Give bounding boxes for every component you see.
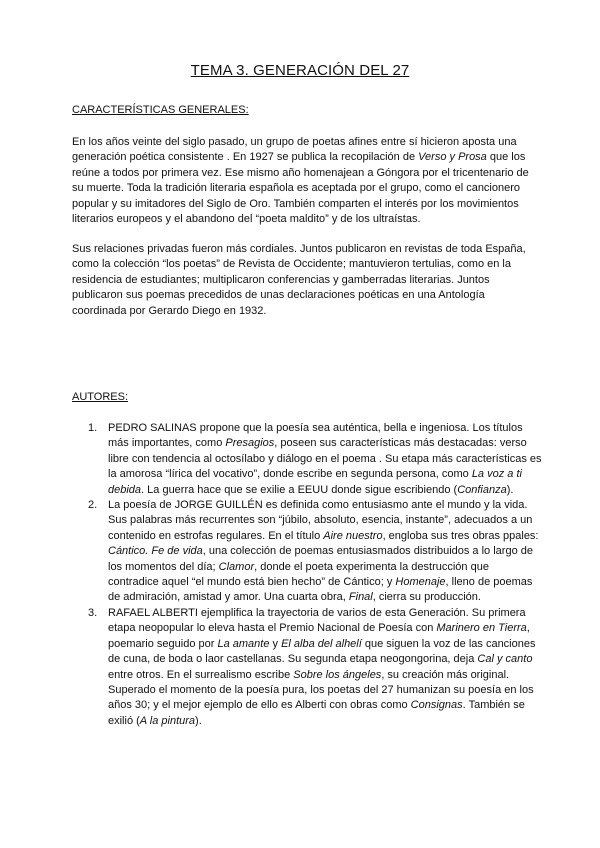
section-heading-general: CARACTERÍSTICAS GENERALES: <box>72 104 249 116</box>
list-item-salinas: 1. PEDRO SALINAS propone que la poesía sea auténtica, bella e ingeniosa. Los títulos más importantes, como Presagios, poseen sus características más destacadas: verso libre con tendencia al octosílabo y diálogo en el poema . Su etapa más características es la amorosa “lírica del vocativo”, donde escribe en segunda persona, como La voz a ti debida. La guerra hace que se exilie a EEUU donde sigue escribiendo (Confianza). <box>88 422 542 496</box>
list-item-alberti: 3. RAFAEL ALBERTI ejemplifica la trayectoria de varios de esta Generación. Su primera etapa neopopular lo eleva hasta el Premio Nacional de Poesía con Marinero en Tierra, poemario seguido por La amante y El alba del alhelí que siguen la voz de las canciones de cuna, de boda o laor castellanas. Su segunda etapa neogongorina, deja Cal y canto entre otros. En el surrealismo escribe Sobre los ángeles, su creación más original. Superado el momento de la poesía pura, los poetas del 27 humanizan su poesía en los años 30; y el mejor ejemplo de ello es Alberti con obras como Consignas. También se exilió (A la pintura). <box>88 606 536 727</box>
paragraph-general-1: En los años veinte del siglo pasado, un grupo de poetas afines entre sí hicieron aposta una generación poética consistente . En 1927 se publica la recopilación de Verso y Prosa que los reúne a todos por primera vez. Ese mismo año homenajean a Góngora por el tricentenario de su muerte. Toda la tradición literaria española es aceptada por el grupo, como el cancionero popular y su imitadores del Siglo de Oro. También comparten el interés por los movimientos literarios europeos y el abandono del “poeta maldito” y de los ultraístas. <box>72 136 529 226</box>
list-item-guillen: 2. La poesía de JORGE GUILLÉN es definida como entusiasmo ante el mundo y la vida. Sus palabras más recurrentes son “júbilo, absoluto, esencia, instante”, adecuados a un contenido en estrofas regulares. En el título Aire nuestro, engloba sus tres obras ppales: Cántico. Fe de vida, una colección de poemas entusiasmados distribuidos a lo largo de los momentos del día; Clamor, donde el poeta experimenta la destrucción que contradice aquel “el mundo está bien hecho” de Cántico; y Homenaje, lleno de poemas de admiración, amistad y amor. Una cuarta obra, Final, cierra su producción. <box>88 499 539 604</box>
authors-list <box>72 421 542 729</box>
document-title: TEMA 3. GENERACIÓN DEL 27 <box>190 62 410 79</box>
paragraph-general-2: Sus relaciones privadas fueron más cordiales. Juntos publicaron en revistas de toda España, como la colección “los poetas” de Revista de Occidente; mantuvieron tertulias, como en la residencia de estudiantes; multiplicaron conferencias y gamberradas literarias. Juntos publicaron sus poemas precedidos de unas declaraciones poéticas en una Antología coordinada por Gerardo Diego en 1932. <box>72 243 526 317</box>
italic-title: Verso y Prosa <box>418 151 487 164</box>
section-heading-authors: AUTORES: <box>72 391 129 403</box>
